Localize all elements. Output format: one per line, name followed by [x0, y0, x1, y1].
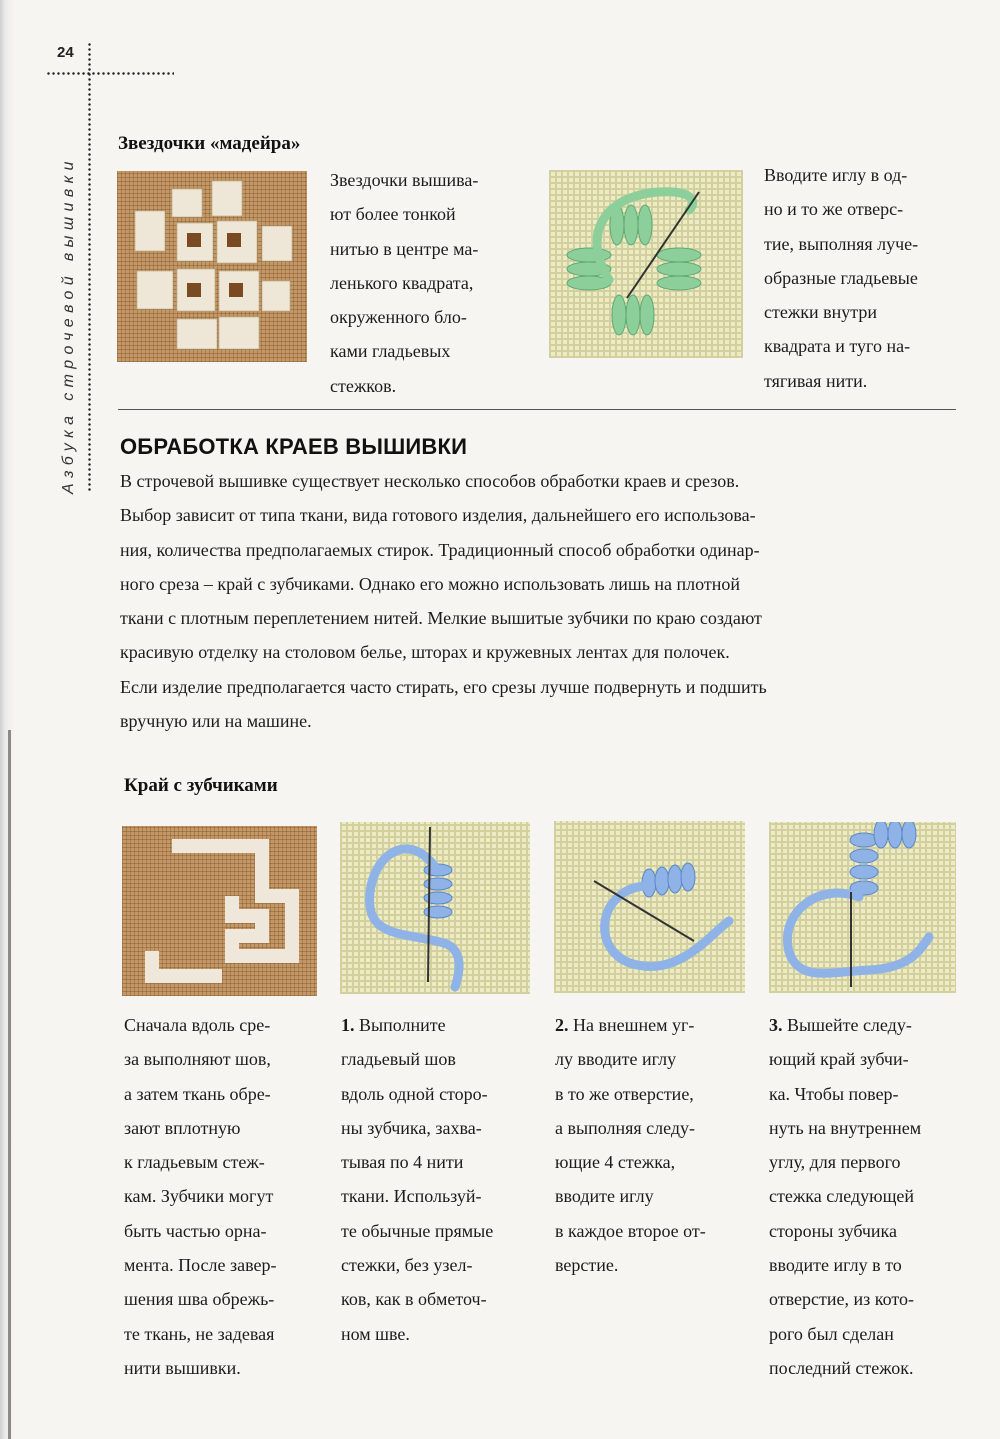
running-head: Азбука строчевой вышивки — [60, 156, 77, 494]
madeira-stitch-image — [117, 171, 307, 362]
text-line: Вводите иглу в од- — [764, 165, 908, 185]
edges-paragraph — [120, 464, 767, 738]
text-line: кам. Зубчики могут — [124, 1186, 274, 1207]
text-line: отверстие, из кото- — [769, 1289, 914, 1310]
text-line: ном шве. — [341, 1323, 410, 1344]
text-line: ют более тонкой — [330, 204, 456, 225]
text-line: окруженного бло- — [330, 307, 467, 328]
scallop-photo — [122, 826, 317, 996]
text-line: Звездочки вышива- — [330, 170, 479, 190]
text-line: Сначала вдоль сре- — [124, 1015, 271, 1035]
text-line: стороны зубчика — [769, 1220, 897, 1241]
text-line: лу вводите иглу — [555, 1049, 677, 1070]
text-line: к гладьевым стеж- — [124, 1152, 265, 1173]
page-number: 24 — [57, 44, 74, 61]
madeira-instructions — [764, 158, 918, 398]
text-line — [769, 1008, 921, 1042]
step1-drawing — [340, 822, 530, 994]
text-line: те обычные прямые — [341, 1220, 494, 1241]
text-line — [555, 1008, 706, 1042]
text-line: нити вышивки. — [124, 1357, 241, 1378]
step1-diagram — [340, 822, 530, 994]
step-number: 2. — [555, 1015, 569, 1035]
text-line: шения шва обрежь- — [124, 1289, 275, 1310]
text-line — [341, 1008, 493, 1042]
text-line: ленького квадрата, — [330, 272, 474, 293]
text-line: красивую отделку на столовом белье, шторах и кружевных лентах для полочек. — [120, 642, 730, 663]
step-number: 1. — [341, 1015, 355, 1035]
text-line: углу, для первого — [769, 1152, 901, 1173]
text-line: за выполняют шов, — [124, 1049, 271, 1070]
text-line: Выбор зависит от типа ткани, вида готового изделия, дальнейшего его использова- — [120, 505, 756, 526]
text-line: образные гладьевые — [764, 267, 918, 288]
text-line: зают вплотную — [124, 1117, 241, 1138]
madeira-description — [330, 163, 478, 403]
text-line: В строчевой вышивке существует несколько способов обработки краев и срезов. — [120, 471, 740, 491]
step3-caption — [769, 1008, 921, 1385]
step3-diagram — [769, 822, 956, 993]
text-line: последний стежок. — [769, 1357, 914, 1378]
madeira-diagram-drawing — [549, 170, 743, 358]
scallop-intro — [124, 1008, 276, 1385]
text-line: а выполняя следу- — [555, 1117, 696, 1138]
step3-drawing — [769, 822, 956, 993]
step2-caption — [555, 1008, 706, 1282]
text-line: ного среза – край с зубчиками. Однако его можно использовать лишь на плотной — [120, 573, 741, 594]
text-line: вдоль одной сторо- — [341, 1083, 488, 1104]
text-line: тывая по 4 нити — [341, 1152, 464, 1173]
text-line: тягивая нити. — [764, 370, 868, 391]
text-line: квадрата и туго на- — [764, 336, 911, 357]
text-line: мента. После завер- — [124, 1255, 277, 1276]
page-edge — [0, 0, 14, 1439]
dotted-rule-vertical — [88, 42, 91, 492]
text-line: ков, как в обметоч- — [341, 1289, 487, 1310]
text-line: но и то же отверс- — [764, 199, 904, 220]
step2-diagram — [554, 821, 745, 993]
text-line: Если изделие предполагается часто стирать, его срезы лучше подвернуть и подшить — [120, 676, 767, 697]
text-line: тие, выполняя луче- — [764, 233, 919, 254]
text-line: в каждое второе от- — [555, 1220, 706, 1241]
step2-drawing — [554, 821, 745, 993]
text-line: вручную или на машине. — [120, 711, 312, 732]
scallop-stitch-image — [122, 826, 317, 996]
text-line: а затем ткань обре- — [124, 1083, 271, 1104]
text-line: ющие 4 стежка, — [555, 1152, 676, 1173]
madeira-heading: Звездочки «мадейра» — [118, 133, 301, 154]
step-text: На внешнем уг- — [568, 1015, 695, 1035]
text-line: ны зубчика, захва- — [341, 1117, 482, 1138]
text-line: быть частью орна- — [124, 1220, 267, 1241]
text-line: ками гладьевых — [330, 341, 451, 362]
text-line: нитью в центре ма- — [330, 238, 479, 259]
section-divider — [118, 409, 956, 410]
step1-caption — [341, 1008, 493, 1351]
text-line: гладьевый шов — [341, 1049, 456, 1070]
section-title: ОБРАБОТКА КРАЕВ ВЫШИВКИ — [120, 434, 468, 459]
page-edge-shadow — [8, 730, 11, 1439]
madeira-photo — [117, 171, 307, 362]
text-line: вводите иглу — [555, 1186, 654, 1207]
text-line: стежков. — [330, 375, 397, 396]
text-line: ткани. Используй- — [341, 1186, 482, 1207]
text-line: вводите иглу в то — [769, 1255, 902, 1276]
step-number: 3. — [769, 1015, 783, 1035]
text-line: те ткань, не задевая — [124, 1323, 275, 1344]
text-line: верстие. — [555, 1255, 619, 1276]
dotted-rule-horizontal — [46, 72, 174, 75]
text-line: нуть на внутреннем — [769, 1117, 922, 1138]
text-line: рого был сделан — [769, 1323, 894, 1344]
text-line: ющий край зубчи- — [769, 1049, 909, 1070]
text-line: ния, количества предполагаемых стирок. Традиционный способ обработки одинар- — [120, 539, 760, 560]
text-line: стежка следующей — [769, 1186, 915, 1207]
step-text: Выполните — [354, 1015, 446, 1035]
text-line: в то же отверстие, — [555, 1083, 694, 1104]
scallop-heading: Край с зубчиками — [124, 775, 278, 796]
text-line: ка. Чтобы повер- — [769, 1083, 899, 1104]
text-line: стежки внутри — [764, 302, 878, 323]
step-text: Вышейте следу- — [782, 1015, 912, 1035]
text-line: стежки, без узел- — [341, 1255, 473, 1276]
text-line: ткани с плотным переплетением нитей. Мелкие вышитые зубчики по краю создают — [120, 608, 762, 629]
madeira-diagram — [549, 170, 743, 358]
